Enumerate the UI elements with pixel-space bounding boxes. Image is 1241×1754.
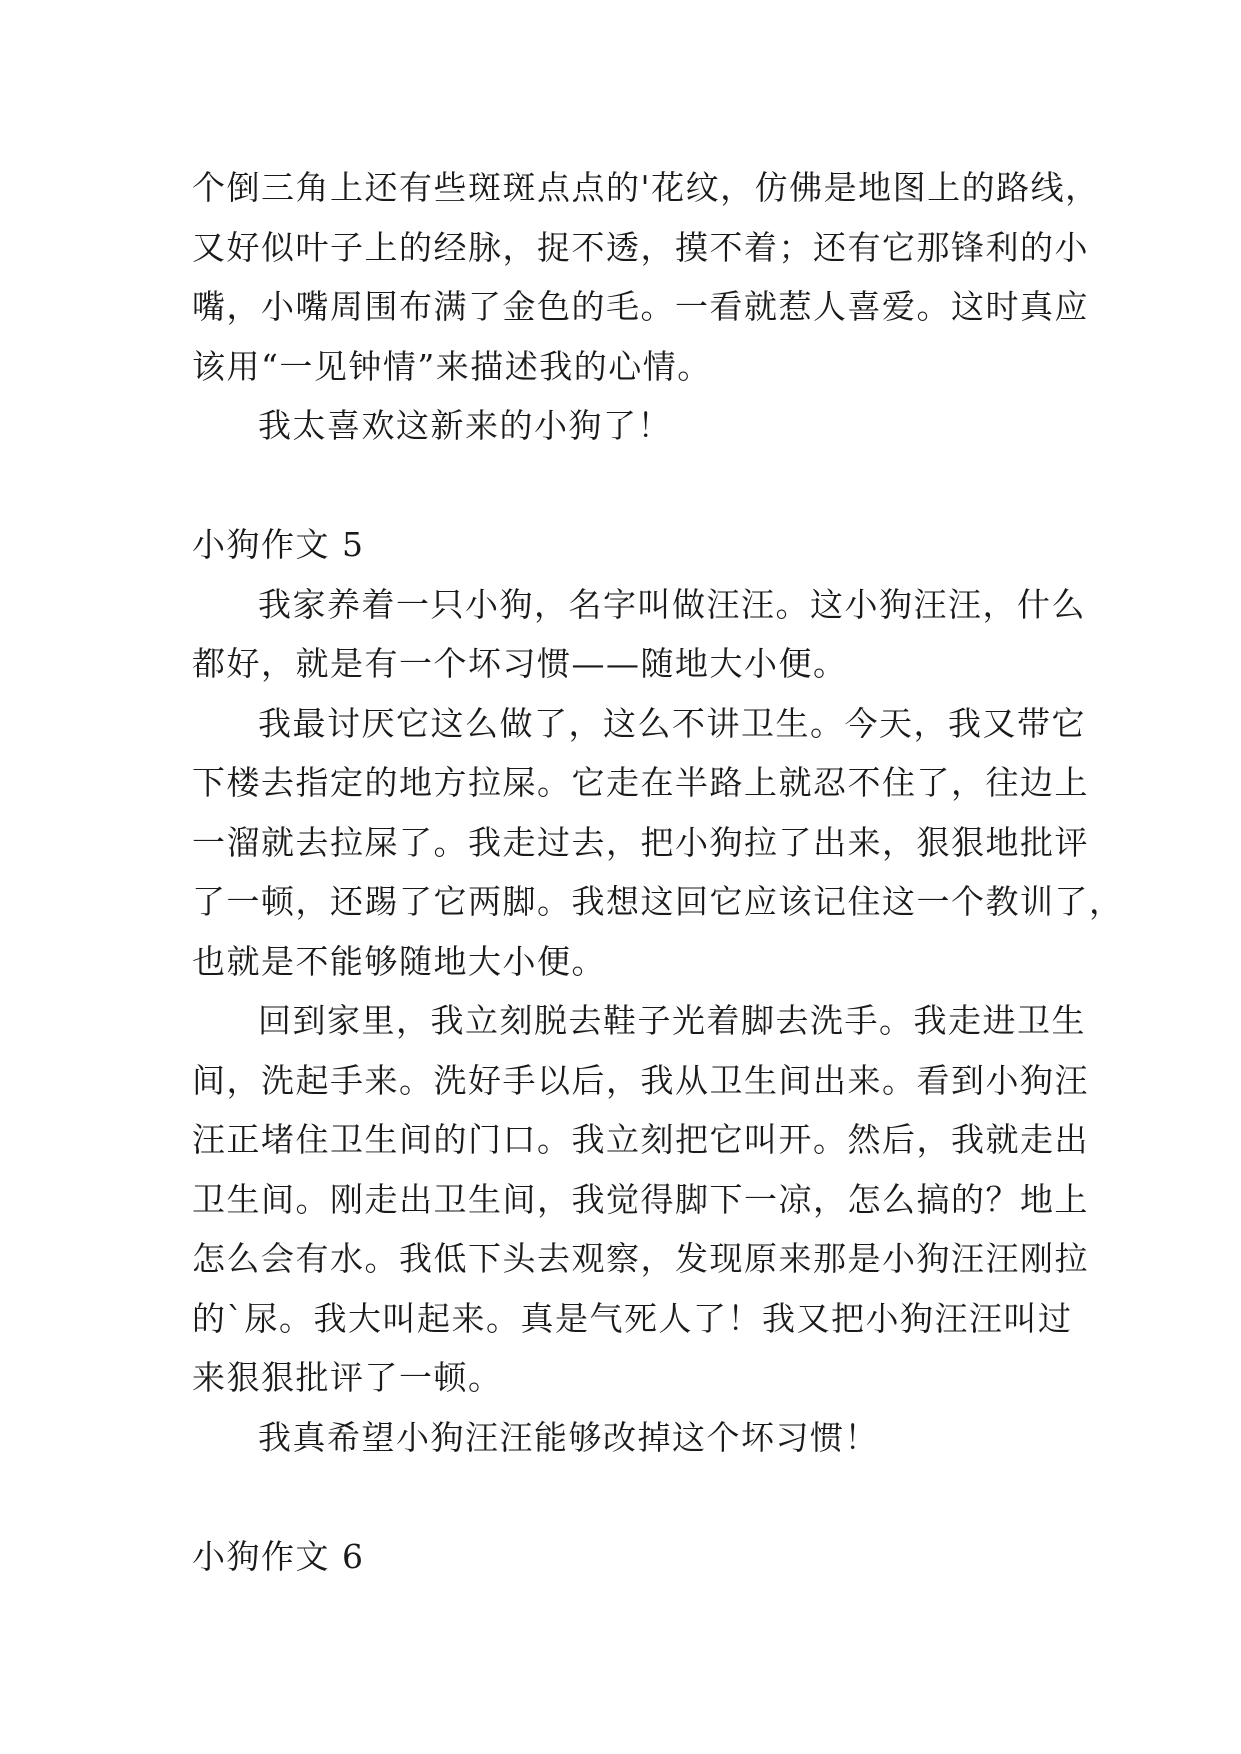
text-line: 又好似叶子上的经脉，捉不透，摸不着；还有它那锋利的小: [192, 227, 1089, 267]
text-line: 了一顿，还踢了它两脚。我想这回它应该记住这一个教训了，: [192, 882, 1124, 921]
document-page: [192, 158, 1124, 1586]
text-line: 一溜就去拉屎了。我走过去，把小狗拉了出来，狠狠地批评: [192, 822, 1089, 862]
text-line: 卫生间。刚走出卫生间，我觉得脚下一凉，怎么搞的？地上: [192, 1179, 1089, 1219]
text-line: 怎么会有水。我低下头去观察，发现原来那是小狗汪汪刚拉: [192, 1239, 1089, 1278]
essay-5-paragraph-2: [192, 694, 1124, 992]
text-line: 来狠狠批评了一顿。: [192, 1358, 503, 1397]
essay-5-paragraph-3: [192, 991, 1089, 1408]
section-gap: [192, 456, 1060, 516]
essay-5-paragraph-4: 我真希望小狗汪汪能够改掉这个坏习惯！: [258, 1417, 879, 1457]
text-line: 下楼去指定的地方拉屎。它走在半路上就忍不住了，往边上: [192, 763, 1089, 802]
essay-6-title: 小狗作文 6: [192, 1536, 365, 1576]
essay-5-paragraph-1: [192, 575, 1086, 694]
essay-5-title: 小狗作文 5: [192, 525, 365, 564]
text-line: 我最讨厌它这么做了，这么不讲卫生。今天，我又带它: [258, 703, 1086, 743]
text-line: 汪正堵住卫生间的门口。我立刻把它叫开。然后，我就走出: [192, 1120, 1089, 1159]
text-line: 间，洗起手来。洗好手以后，我从卫生间出来。看到小狗汪: [192, 1060, 1089, 1100]
text-line: 嘴，小嘴周围布满了金色的毛。一看就惹人喜爱。这时真应: [192, 287, 1089, 326]
text-line: 都好，就是有一个坏习惯——随地大小便。: [192, 644, 848, 683]
intro-closing: 我太喜欢这新来的小狗了！: [258, 406, 672, 445]
text-line: 该用“一见钟情”来描述我的心情。: [192, 346, 712, 386]
text-line: 回到家里，我立刻脱去鞋子光着脚去洗手。我走进卫生: [258, 1001, 1086, 1040]
text-line: 的`尿。我大叫起来。真是气死人了！我又把小狗汪汪叫过: [192, 1298, 1073, 1338]
section-gap: [192, 1467, 1060, 1527]
text-line: 个倒三角上还有些斑斑点点的'花纹，仿佛是地图上的路线，: [192, 168, 1100, 207]
intro-paragraph: [192, 158, 1100, 396]
text-line: 我家养着一只小狗，名字叫做汪汪。这小狗汪汪，什么: [258, 584, 1086, 624]
text-line: 也就是不能够随地大小便。: [192, 941, 606, 981]
